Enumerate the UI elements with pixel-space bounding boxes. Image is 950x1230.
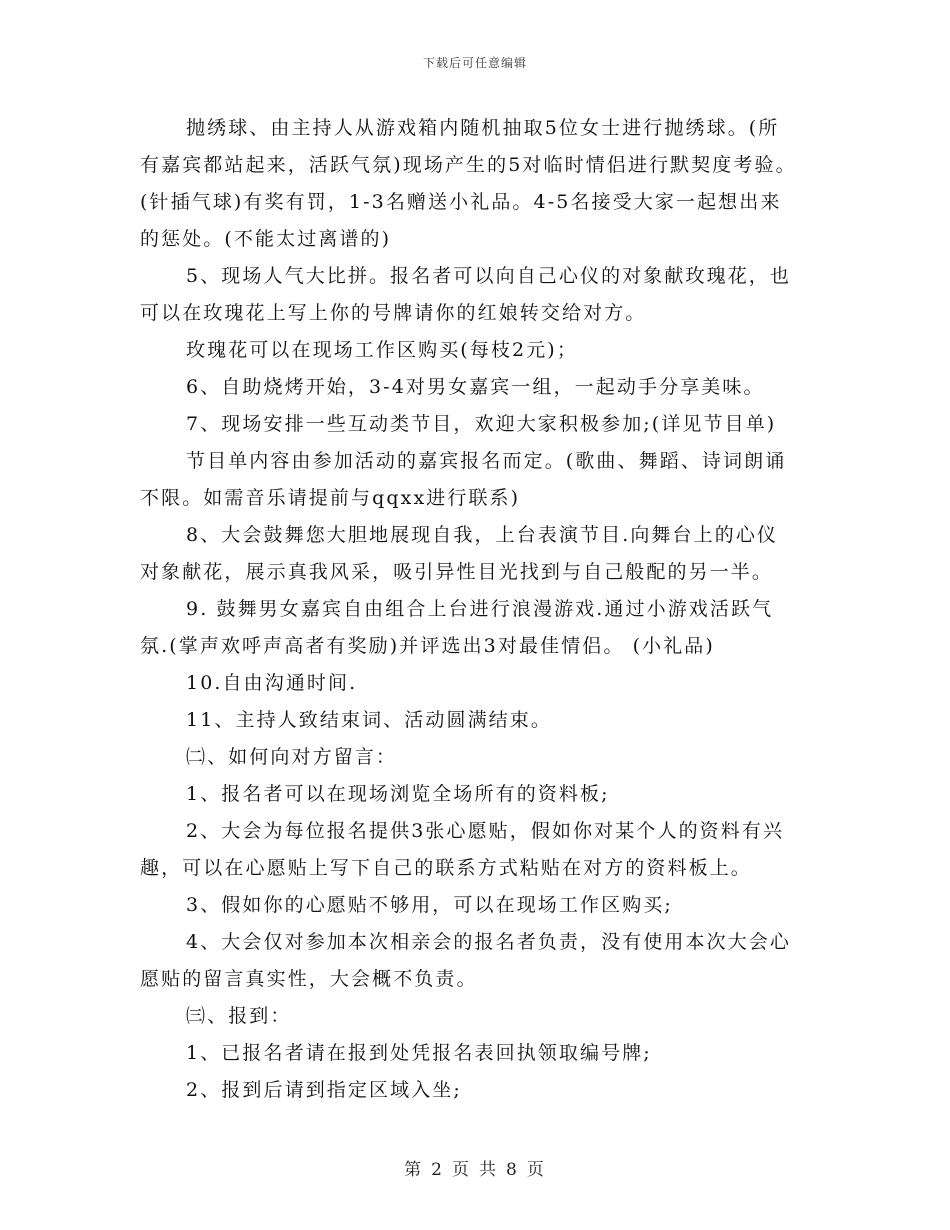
text-line: 的惩处。(不能太过离谱的) [140, 228, 392, 250]
section-heading-message [140, 739, 818, 776]
paragraph-message-3 [140, 887, 818, 924]
paragraph-message-2 [140, 813, 818, 887]
text-line: 2、报到后请到指定区域入坐; [186, 1079, 462, 1101]
paragraph-message-1 [140, 776, 818, 813]
text-line: 11、主持人致结束词、活动圆满结束。 [186, 709, 552, 731]
text-line: ㈢、报到： [186, 1005, 292, 1027]
text-line: 8、大会鼓舞您大胆地展现自我，上台表演节目.向舞台上的心仪 [186, 524, 779, 546]
text-line: ㈡、如何向对方留言： [186, 746, 398, 768]
text-line: 2、大会为每位报名提供3张心愿贴，假如你对某个人的资料有兴 [186, 820, 785, 842]
footer-label-total: 共 [479, 1160, 498, 1180]
paragraph-throw-ball [140, 110, 818, 258]
paragraph-rose-purchase [140, 332, 818, 369]
page-header: 下载后可任意编辑 [422, 56, 527, 70]
text-line: 9. 鼓舞男女嘉宾自由组合上台进行浪漫游戏.通过小游戏活跃气 [186, 598, 774, 620]
footer-label-unit: 页 [452, 1160, 471, 1180]
text-line: 5、现场人气大比拼。报名者可以向自己心仪的对象献玫瑰花，也 [186, 265, 791, 287]
text-line: 有嘉宾都站起来，活跃气氛)现场产生的5对临时情侣进行默契度考验。 [140, 154, 797, 176]
paragraph-item-9 [140, 591, 818, 665]
text-line: 氛.(掌声欢呼声高者有奖励)并评选出3对最佳情侣。 (小礼品) [140, 635, 715, 657]
total-pages-number: 8 [506, 1160, 519, 1180]
text-line: 10.自由沟通时间. [186, 672, 358, 694]
paragraph-checkin-1 [140, 1035, 818, 1072]
text-line: 6、自助烧烤开始，3-4对男女嘉宾一组，一起动手分享美味。 [186, 376, 765, 398]
text-line: 对象献花，展示真我风采，吸引异性目光找到与自己般配的另一半。 [140, 561, 774, 583]
text-line: 趣，可以在心愿贴上写下自己的联系方式粘贴在对方的资料板上。 [140, 857, 752, 879]
current-page-number: 2 [431, 1160, 444, 1180]
footer-label-page: 第 [404, 1160, 424, 1180]
section-heading-checkin [140, 998, 818, 1035]
paragraph-item-6 [140, 369, 818, 406]
document-body [140, 110, 818, 1109]
text-line: 抛绣球、由主持人从游戏箱内随机抽取5位女士进行抛绣球。(所 [186, 117, 780, 139]
paragraph-checkin-2 [140, 1072, 818, 1109]
text-line: (针插气球)有奖有罚，1-3名赠送小礼品。4-5名接受大家一起想出来 [140, 191, 782, 213]
text-line: 可以在玫瑰花上写上你的号牌请你的红娘转交给对方。 [140, 302, 647, 324]
text-line: 1、已报名者请在报到处凭报名表回执领取编号牌; [186, 1042, 652, 1064]
text-line: 愿贴的留言真实性，大会概不负责。 [140, 968, 478, 990]
footer-label-unit-2: 页 [526, 1160, 546, 1180]
paragraph-item-7 [140, 406, 818, 443]
text-line: 1、报名者可以在现场浏览全场所有的资料板; [186, 783, 610, 805]
paragraph-message-4 [140, 924, 818, 998]
paragraph-item-5 [140, 258, 818, 332]
page-footer [0, 1155, 950, 1180]
text-line: 3、假如你的心愿贴不够用，可以在现场工作区购买; [186, 894, 673, 916]
text-line: 玫瑰花可以在现场工作区购买(每枝2元)； [186, 339, 578, 361]
text-line: 不限。如需音乐请提前与qqxx进行联系) [140, 487, 521, 509]
paragraph-item-10 [140, 665, 818, 702]
paragraph-item-11 [140, 702, 818, 739]
paragraph-program-list [140, 443, 818, 517]
text-line: 节目单内容由参加活动的嘉宾报名而定。(歌曲、舞蹈、诗词朗诵 [186, 450, 787, 472]
text-line: 7、现场安排一些互动类节目，欢迎大家积极参加;(详见节目单) [186, 413, 777, 435]
text-line: 4、大会仅对参加本次相亲会的报名者负责，没有使用本次大会心 [186, 931, 791, 953]
paragraph-item-8 [140, 517, 818, 591]
